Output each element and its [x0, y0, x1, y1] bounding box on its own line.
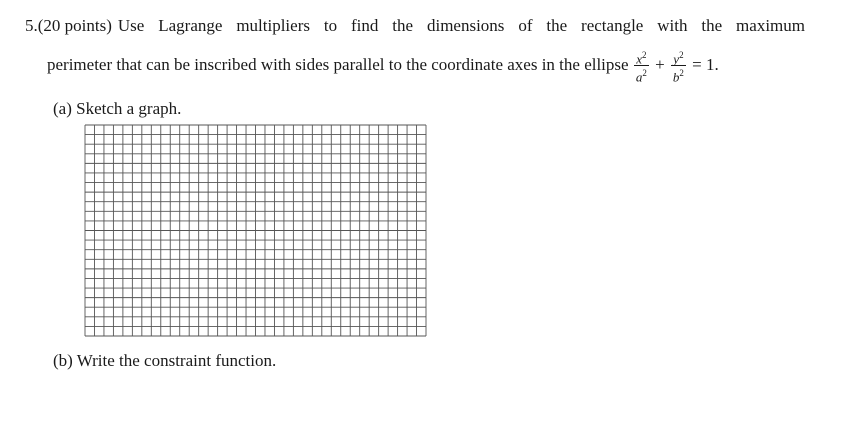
- x-squared-over-a-squared: $\frac{x^2}{a^2}$: [635, 50, 647, 85]
- y-squared-over-b-squared: $\frac{y^2}{b^2}$: [672, 50, 684, 85]
- part-b-prompt: (b) Write the constraint function.: [53, 351, 277, 370]
- problem-statement-line-2: [47, 49, 720, 84]
- problem-text-line-1: Use Lagrange multipliers to find the dimensions of the rectangle with the maximum: [117, 16, 805, 35]
- equation-rhs: = 1.: [692, 55, 719, 75]
- part-a-prompt: (a) Sketch a graph.: [53, 99, 182, 118]
- problem-text-line-2: perimeter that can be inscribed with sides parallel to the coordinate axes in the ellipse: [47, 55, 629, 75]
- problem-number: 5.: [25, 16, 38, 35]
- graph-paper-grid: [84, 124, 427, 337]
- plus-sign: +: [655, 55, 665, 75]
- problem-statement-line-1: [25, 16, 805, 36]
- problem-points: (20 points): [37, 16, 112, 35]
